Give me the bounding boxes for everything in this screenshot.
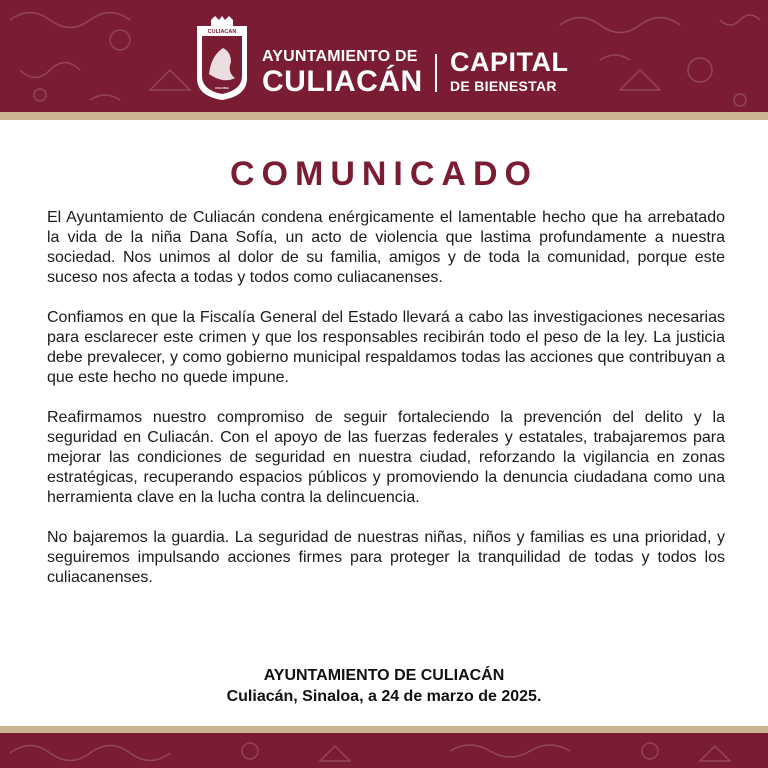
signature-org: AYUNTAMIENTO DE CULIACÁN [263,667,505,684]
tagline [450,49,569,93]
logo-text-bottom: COLONIA [215,86,229,90]
footer-banner [0,733,768,768]
org-name-big: CULIACÁN [262,65,423,98]
paragraph-3: Reafirmamos nuestro compromiso de seguir fortaleciendo la prevención del delito y la seguridad en Culiacán. Con el apoyo de las fuerzas federales y estatales, trabajaremos para mejorar las condiciones de seguridad en nuestra ciudad, reforzando la vigilancia en zonas estratégicas, recuperando espacios públicos y promoviendo la denuncia ciudadana como una herramienta clave en la lucha contra la delincuencia. [47,409,725,506]
document-title: COMUNICADO [230,155,538,193]
signature-place-date: Culiacán, Sinaloa, a 24 de marzo de 2025. [226,688,542,705]
signature-block [0,665,768,707]
org-name-small: AYUNTAMIENTO DE [262,48,418,65]
org-name [262,49,423,97]
footer-decorative-pattern [0,733,768,768]
tagline-big: CAPITAL [450,47,569,77]
header-divider [435,54,437,92]
tagline-small: DE BIENESTAR [450,78,557,94]
paragraph-4: No bajaremos la guardia. La seguridad de nuestras niñas, niños y familias es una prioridad, y seguiremos impulsando acciones firmes para proteger la tranquilidad de todas y todos los culiacanenses. [47,529,725,586]
document-body [47,208,725,608]
paragraph-2: Confiamos en que la Fiscalía General del Estado llevará a cabo las investigaciones necesarias para esclarecer este crimen y que los responsables recibirán todo el peso de la ley. La justicia debe prevalecer, y como gobierno municipal respaldamos todas las acciones que contribuyan a que este hecho no quede impune. [47,309,725,386]
logo-text-top: CULIACAN [207,29,237,35]
header-banner [0,0,768,112]
header-accent-stripe [0,112,768,120]
footer-accent-stripe [0,726,768,733]
culiacan-seal-logo [193,16,251,102]
paragraph-1: El Ayuntamiento de Culiacán condena enérgicamente el lamentable hecho que ha arrebatado la vida de la niña Dana Sofía, un acto de violencia que lastima profundamente a nuestra sociedad. Nos unimos al dolor de su familia, amigos y de toda la comunidad, porque este suceso nos afecta a todas y todos como culiacanenses. [47,209,725,286]
